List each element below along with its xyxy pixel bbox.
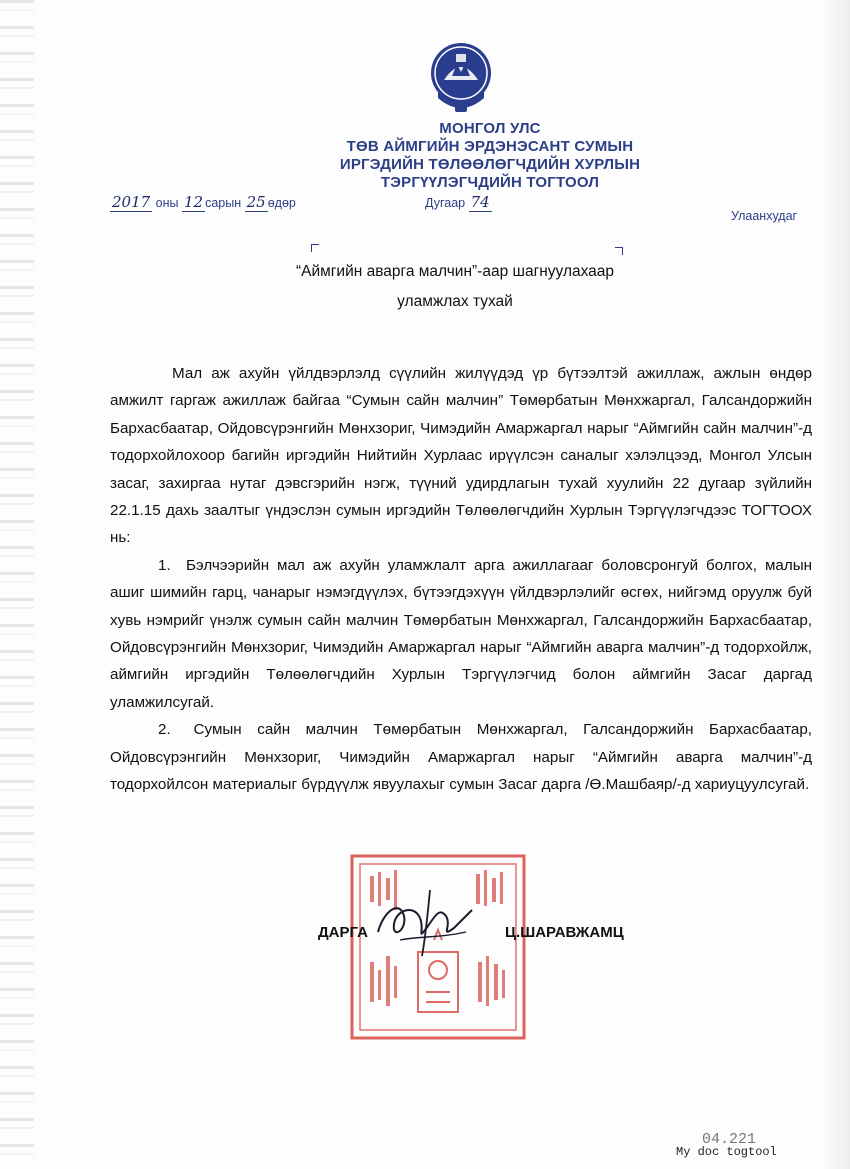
date-day-suffix: өдөр: [267, 196, 296, 210]
item-number: 1.: [158, 556, 171, 574]
number-value: 74: [470, 193, 490, 211]
subject-line-2: уламжлах тухай: [397, 293, 513, 310]
date-year-suffix: оны: [155, 196, 179, 210]
header-country: МОНГОЛ УЛС: [439, 120, 541, 137]
date-year: 2017: [112, 193, 151, 211]
body-intro: Мал аж ахуйн үйлдвэрлэлд сүүлийн жилүүдэд үр бүтээлтэй ажиллаж, ажлын өндөр амжилт гаргаж ажиллаж байгаа “Сумын сайн малчин” Төмөрбатын Мөнхжаргал, Галсандоржийн Бархасбаатар, Ойдовсүрэнгийн Мөнхзориг, Чимэдийн Амаржаргал нарыг “Аймгийн сайн малчин”-д тодорхойлохоор багийн иргэдийн Нийтийн Хурлаас ирүүлсэн саналыг хэлэлцээд, Монгол Улсын засаг, захиргаа нутаг дэвсгэрийн нэгж, түүний удирдлагын тухай хуулийн 22 дугаар зүйлийн 22.1.15 дахь заалтыг үндэслэн сумын иргэдийн Төлөөлөгчдийн Хурлын Тэргүүлэгчдээс ТОГТООХ нь:: [110, 365, 812, 547]
document-number: [425, 193, 492, 211]
footer-label: My doc togtool: [676, 1145, 777, 1159]
resolution-list: [110, 552, 812, 799]
signatory-title: ДАРГА: [318, 924, 368, 941]
document-header: [300, 120, 680, 192]
scan-edge-artifact: [0, 0, 34, 1169]
number-label: Дугаар: [425, 196, 466, 210]
document-subject: [260, 257, 650, 317]
subject-line-1: “Аймгийн аварга малчин”-аар шагнуулахаар: [295, 263, 615, 280]
item-number: 2.: [158, 721, 171, 739]
item-text: Сумын сайн малчин Төмөрбатын Мөнхжаргал, Галсандоржийн Бархасбаатар, Ойдовсүрэнгийн Мөнхзориг, Чимэдийн Амаржаргал нарыг “Аймгийн аварга малчин”-д тодорхойлсон материалыг бүрдүүлж явуулахыг сумын Засаг дарга /Ө.Машбаяр/-д хариуцуулсугай.: [110, 721, 812, 794]
list-item: [110, 552, 812, 716]
document-body: [110, 360, 812, 799]
list-item: [110, 716, 812, 798]
document-date: [110, 193, 296, 211]
handwritten-archive-code: 04.221: [702, 1131, 757, 1148]
date-month-suffix: сарын: [205, 196, 242, 210]
subject-bracket-left: [311, 244, 319, 252]
subject-bracket-right: [615, 247, 623, 255]
header-soum: ТӨВ АЙМГИЙН ЭРДЭНЭСАНТ СУМЫН: [346, 138, 634, 155]
document-place: Улаанхудаг: [731, 209, 798, 223]
scan-shadow-artifact: [820, 0, 850, 1169]
state-emblem-icon: [428, 40, 494, 120]
date-month: 12: [184, 193, 204, 211]
header-council: ИРГЭДИЙН ТӨЛӨӨЛӨГЧДИЙН ХУРЛЫН: [339, 156, 641, 173]
item-text: Бэлчээрийн мал аж ахуйн уламжлалт арга ажиллагааг боловсронгуй болгох, малын ашиг шимийн гарц, чанарыг нэмэгдүүлэх, бүтээгдэхүүн үйлдвэрлэлийг өсгөх, нийгэмд оруулж буй хувь нэмрийг үнэлж сумын сайн малчин Төмөрбатын Мөнхжаргал, Галсандоржийн Бархасбаатар, Ойдовсүрэнгийн Мөнхзориг, Чимэдийн Амаржаргал нарыг “Аймгийн аварга малчин”-д тодорхойлж, аймгийн иргэдийн Төлөөлөгчдийн Хурлын Тэргүүлэгчид болон аймгийн Засаг даргад уламжилсугай.: [110, 556, 812, 711]
header-resolution: ТЭРГҮҮЛЭГЧДИЙН ТОГТООЛ: [380, 174, 600, 191]
handwritten-signature: [370, 880, 480, 960]
date-day: 25: [246, 193, 266, 211]
signatory-name: Ц.ШАРАВЖАМЦ: [505, 924, 624, 941]
